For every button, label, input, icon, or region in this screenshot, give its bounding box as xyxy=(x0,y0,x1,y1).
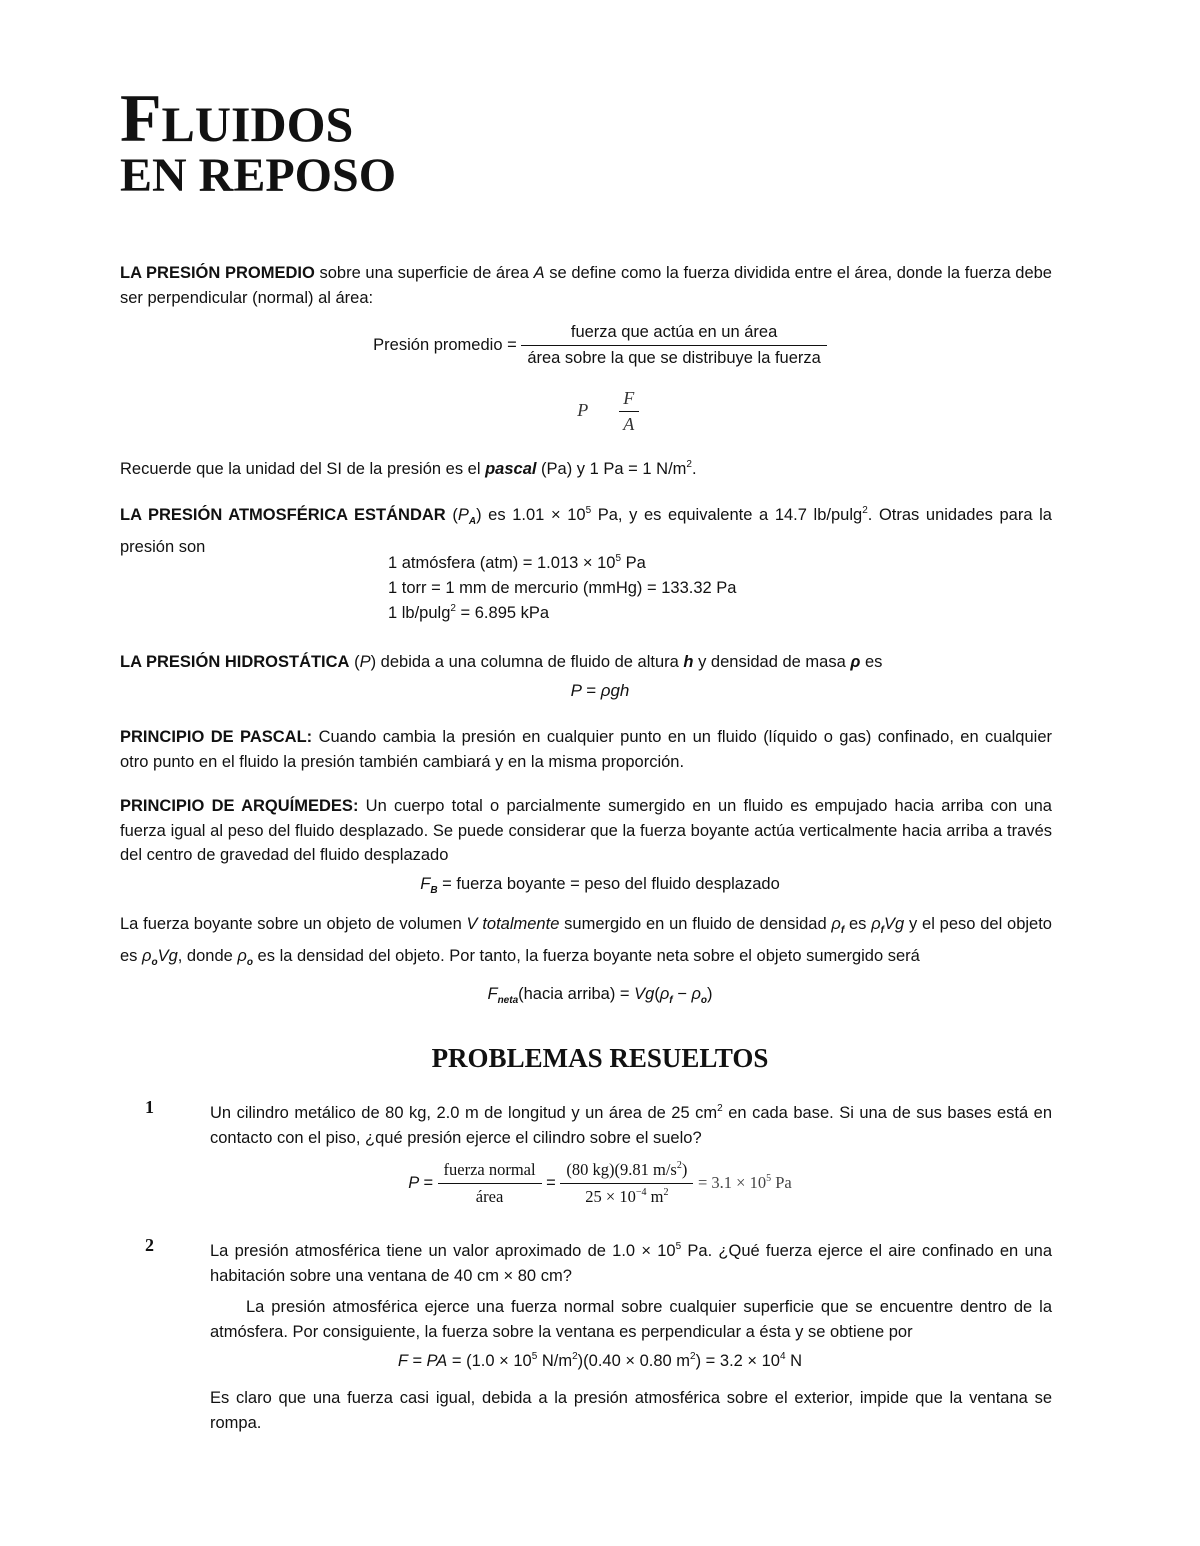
subscript: o xyxy=(700,995,708,1006)
si-note-end: . xyxy=(691,460,697,478)
avg-pressure-formula xyxy=(0,323,1200,368)
problem-text: Un cilindro metálico de 80 kg, 2.0 m de longitud y un área de 25 cm xyxy=(210,1104,718,1122)
subscript: o xyxy=(246,956,253,968)
short-fraction-den: A xyxy=(623,414,635,434)
pascal-term: pascal xyxy=(485,460,537,478)
section-heading: PROBLEMAS RESUELTOS xyxy=(431,1043,769,1073)
hydro-text: ( xyxy=(349,653,360,671)
hydrostatic-paragraph xyxy=(120,650,1052,675)
formula-part: = (1.0 × 10 xyxy=(447,1352,532,1370)
avg-pressure-text-end: se define como la fuerza dividida entre el área, donde la fuerza debe ser perpendicular (normal) al área: xyxy=(120,264,1052,307)
result xyxy=(698,1173,792,1192)
buoyant-formula xyxy=(0,875,1200,896)
pascal-principle xyxy=(120,725,1052,774)
archimedes-principle xyxy=(120,794,1052,868)
subscript: f xyxy=(669,995,673,1006)
unit-equivalence-line xyxy=(388,578,736,598)
problem1-formula xyxy=(0,1160,1200,1207)
superscript: 5 xyxy=(675,1241,682,1252)
superscript: 2 xyxy=(686,459,692,470)
problem-text-end: en cada base. Si una de sus bases está en contacto con el piso, ¿qué presión ejerce el cilindro sobre el suelo? xyxy=(210,1104,1052,1147)
var-rho: ρ xyxy=(659,985,670,1003)
unit-text-end: Pa xyxy=(621,554,646,572)
subscript: A xyxy=(468,516,477,527)
buoyant-paragraph xyxy=(120,912,1052,975)
buoyant-text2: sumergido en un fluido de densidad xyxy=(559,915,832,933)
atm-pressure-paragraph xyxy=(120,499,1052,559)
denominator-text: 25 × 10 xyxy=(585,1187,636,1206)
buoyant-formula-text: = fuerza boyante = peso del fluido desplazado xyxy=(437,875,780,893)
problem2-formula xyxy=(0,1351,1200,1371)
formula-lhs: P = xyxy=(408,1173,433,1192)
unit-text: 1 lb/pulg xyxy=(388,604,451,622)
unit-text: 1 torr = 1 mm de mercurio (mmHg) = 133.32 Pa xyxy=(388,579,737,597)
avg-pressure-paragraph xyxy=(120,261,1052,310)
fraction-numerator: fuerza que actúa en un área xyxy=(521,323,827,346)
var-a: A xyxy=(533,264,545,282)
superscript: 4 xyxy=(780,1351,786,1362)
hydro-text3: y densidad de masa xyxy=(693,653,851,671)
var-p: P xyxy=(457,506,469,524)
buoyant-text: La fuerza boyante sobre un objeto de volumen xyxy=(120,915,467,933)
subscript: o xyxy=(151,956,158,968)
fraction-numerator xyxy=(560,1160,693,1184)
buoyant-text5: , donde xyxy=(177,946,238,965)
denominator-end: m xyxy=(646,1187,664,1206)
conclusion-paragraph: Es claro que una fuerza casi igual, debida a la presión atmosférica sobre el exterior, impide que la ventana se rompa. xyxy=(210,1389,1052,1432)
problem-number: 2 xyxy=(145,1235,154,1255)
fraction xyxy=(438,1160,542,1207)
var-f: F xyxy=(487,985,498,1003)
short-fraction xyxy=(619,388,639,435)
short-fraction-num: F xyxy=(619,388,639,412)
hydro-text4: es xyxy=(860,653,883,671)
short-formula xyxy=(0,388,1200,435)
paren: ( xyxy=(654,985,660,1003)
var-vg: Vg xyxy=(634,985,655,1003)
avg-pressure-term: LA PRESIÓN PROMEDIO xyxy=(120,264,315,282)
paren: ) xyxy=(707,985,713,1003)
pascal-principle-term: PRINCIPIO DE PASCAL: xyxy=(120,728,313,746)
hydrostatic-term: LA PRESIÓN HIDROSTÁTICA xyxy=(120,653,350,671)
minus: − xyxy=(672,985,692,1003)
atm-text2: ) es 1.01 × 10 xyxy=(476,506,586,524)
superscript: 2 xyxy=(450,603,456,614)
atm-pressure-term: LA PRESIÓN ATMOSFÉRICA ESTÁNDAR xyxy=(120,506,446,524)
fraction xyxy=(521,323,827,368)
problem-statement xyxy=(210,1235,1052,1288)
solution-paragraph: La presión atmosférica ejerce una fuerza normal sobre cualquier superficie que se encuentre dentro de la atmósfera. Por consiguiente, la fuerza sobre la ventana es perpendicular a ésta y se obtiene por xyxy=(210,1298,1052,1341)
si-unit-note xyxy=(120,453,1052,482)
subscript: neta xyxy=(497,995,519,1006)
si-note-text: Recuerde que la unidad del SI de la presión es el xyxy=(120,460,486,478)
archimedes-text: Un cuerpo total o parcialmente sumergido en un fluido es empujado hacia arriba con una fuerza igual al peso del fluido desplazado. Se puede considerar que la fuerza boyante actúa verticalmente hacia arriba a través del centro de gravedad del fluido desplazado xyxy=(120,797,1052,864)
problem-text-end: Pa. ¿Qué fuerza ejerce el aire confinado en una habitación sobre una ventana de 40 cm × 80 cm? xyxy=(210,1242,1052,1285)
superscript: 2 xyxy=(572,1351,578,1362)
var-vg: Vg xyxy=(157,946,178,965)
fraction-denominator: área sobre la que se distribuye la fuerza xyxy=(527,349,821,367)
formula-part: ) = 3.2 × 10 xyxy=(695,1352,780,1370)
superscript: 5 xyxy=(615,553,622,564)
var-rho: ρ xyxy=(142,946,152,965)
si-note-text2: (Pa) y 1 Pa = 1 N/m xyxy=(536,460,687,478)
formula-part: N/m xyxy=(537,1352,573,1370)
equals: = xyxy=(546,1173,556,1192)
problem-text: La presión atmosférica tiene un valor aproximado de 1.0 × 10 xyxy=(210,1242,676,1260)
hydro-text2: ) debida a una columna de fluido de altura xyxy=(370,653,684,671)
numerator-text: (80 kg)(9.81 m/s xyxy=(566,1160,677,1179)
hydrostatic-formula: P = ρgh xyxy=(570,681,630,700)
atm-text: ( xyxy=(445,506,458,524)
subscript: f xyxy=(840,925,845,936)
var-rho: ρ xyxy=(831,915,841,933)
buoyant-text4: y el peso del objeto es xyxy=(120,915,1052,965)
formula-part: )(0.40 × 0.80 m xyxy=(577,1352,691,1370)
fraction-denominator: área xyxy=(475,1187,504,1206)
var-rho: ρ xyxy=(850,653,861,671)
superscript: −4 xyxy=(635,1187,647,1198)
subscript: B xyxy=(430,885,438,896)
buoyant-text3: es xyxy=(844,915,872,933)
problem-number: 1 xyxy=(145,1097,154,1117)
result-text: = 3.1 × 10 xyxy=(697,1172,767,1192)
avg-pressure-text: sobre una superficie de área xyxy=(314,264,534,282)
var-rho: ρ xyxy=(237,946,247,965)
problem-statement xyxy=(210,1097,1052,1150)
unit-equivalence-line xyxy=(388,553,646,573)
title-initial-cap: F xyxy=(120,80,162,156)
fraction-denominator xyxy=(560,1184,693,1207)
net-formula-text: (hacia arriba) = xyxy=(518,985,635,1003)
var-p: P xyxy=(359,653,371,671)
superscript: 2 xyxy=(663,1187,669,1198)
var-vg: Vg xyxy=(884,915,905,933)
buoyant-text6: es la densidad del objeto. Por tanto, la fuerza boyante neta sobre el objeto sumergido será xyxy=(252,946,920,965)
var-f: F xyxy=(420,875,431,893)
unit-text-end: = 6.895 kPa xyxy=(455,604,550,622)
archimedes-term: PRINCIPIO DE ARQUÍMEDES: xyxy=(120,797,359,815)
pascal-principle-text: Cuando cambia la presión en cualquier punto en un fluido (líquido o gas) confinado, en cualquier otro punto en el fluido la presión también cambiará y en la misma proporción. xyxy=(120,728,1052,771)
superscript: 5 xyxy=(766,1172,772,1184)
chapter-title-line2: EN REPOSO xyxy=(120,149,397,202)
result-end: Pa xyxy=(771,1172,792,1192)
var-v: V totalmente xyxy=(466,915,560,933)
net-buoyant-formula xyxy=(0,985,1200,1006)
var-rho: ρ xyxy=(691,985,701,1003)
superscript: 2 xyxy=(717,1103,723,1114)
title-small-caps: LUIDOS xyxy=(161,96,354,152)
superscript: 2 xyxy=(690,1351,696,1362)
fraction-numerator: fuerza normal xyxy=(438,1160,542,1184)
fraction xyxy=(560,1160,693,1207)
atm-text3: Pa, y es equivalente a 14.7 lb/pulg xyxy=(591,506,863,524)
short-formula-p: P xyxy=(577,399,589,420)
formula-label: Presión promedio = xyxy=(373,335,517,354)
superscript: 2 xyxy=(862,505,868,516)
formula-lhs: F = PA xyxy=(397,1352,448,1370)
numerator-end: ) xyxy=(681,1160,688,1179)
var-rho: ρ xyxy=(871,915,881,933)
unit-equivalence-line xyxy=(388,603,549,623)
superscript: 5 xyxy=(585,505,592,516)
unit-text: 1 atmósfera (atm) = 1.013 × 10 xyxy=(388,554,616,572)
formula-part: N xyxy=(785,1352,803,1370)
atm-text4: . Otras unidades para la presión son xyxy=(120,506,1052,556)
superscript: 2 xyxy=(676,1160,682,1171)
subscript: f xyxy=(880,925,885,936)
superscript: 5 xyxy=(531,1351,538,1362)
var-h: h xyxy=(683,653,694,671)
